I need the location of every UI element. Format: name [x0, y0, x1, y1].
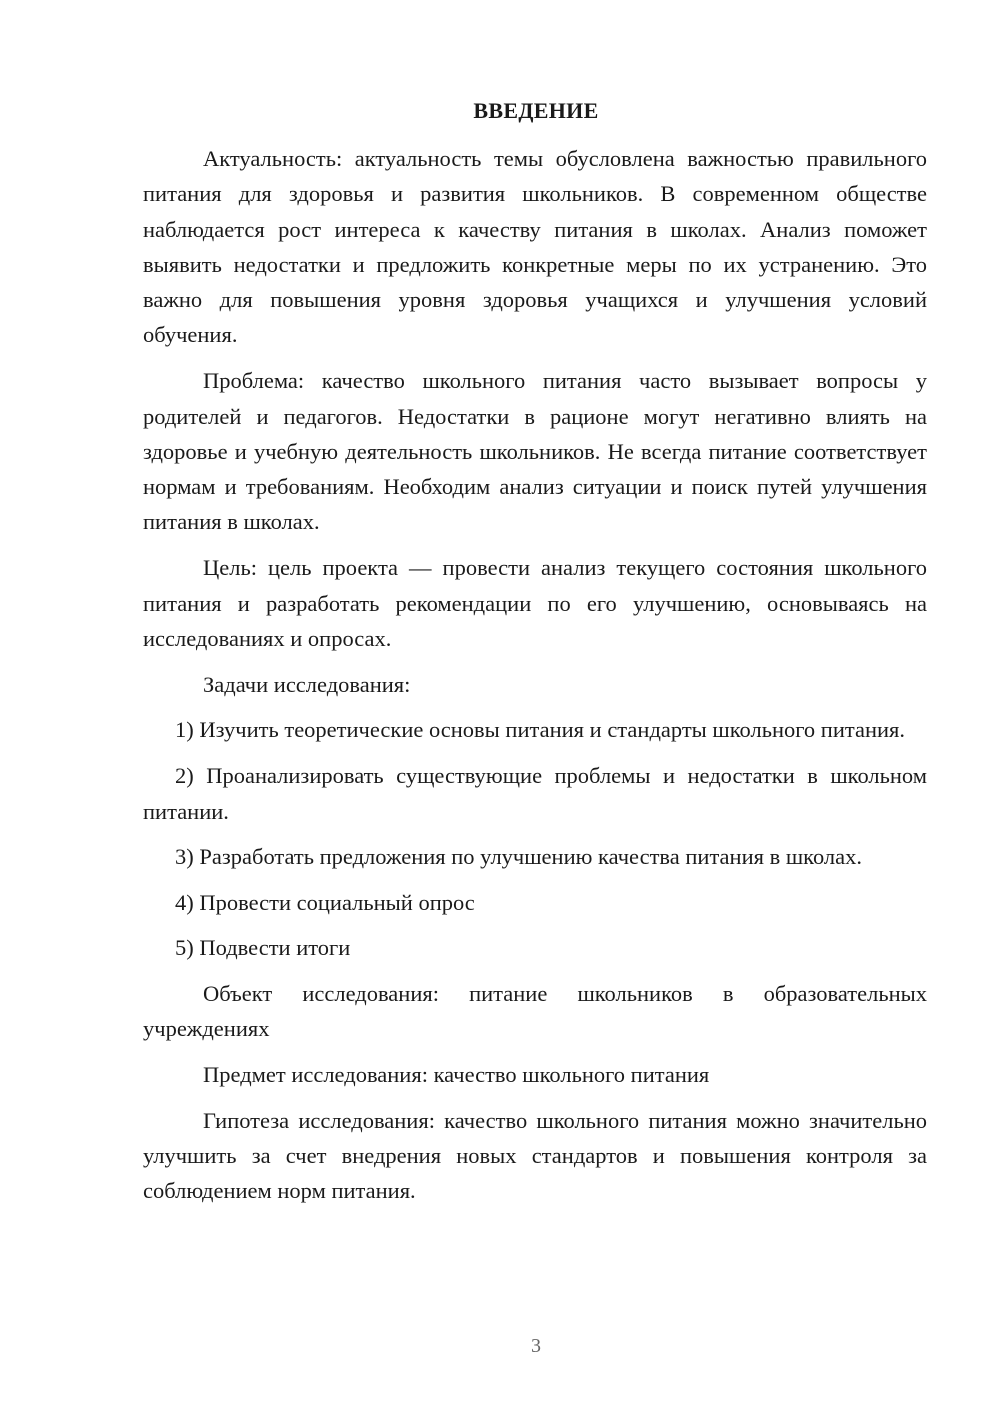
task-item-1: 1) Изучить теоретические основы питания и стандарты школьного питания.	[175, 717, 906, 743]
task-item-2: 2) Проанализировать существующие проблемы и недостатки в школьном питании.	[143, 763, 927, 824]
paragraph-problem: Проблема: качество школьного питания часто вызывает вопросы у родителей и педагогов. Недостатки в рационе могут негативно влиять на здоровье и учебную деятельность школьников. Не всегда питание соответствует нормам и требованиям. Необходим анализ ситуации и поиск путей улучшения питания в школах.	[143, 368, 927, 535]
paragraph-subject: Предмет исследования: качество школьного питания	[203, 1061, 710, 1087]
paragraph-object: Объект исследования: питание школьников в образовательных учреждениях	[143, 980, 927, 1042]
paragraph-tasks-title: Задачи исследования:	[203, 671, 411, 697]
task-item-3: 3) Разработать предложения по улучшению качества питания в школах.	[175, 844, 862, 870]
paragraph-goal: Цель: цель проекта — провести анализ текущего состояния школьного питания и разработать рекомендации по его улучшению, основываясь на исследованиях и опросах.	[143, 555, 927, 651]
paragraph-relevance: Актуальность: актуальность темы обусловлена важностью правильного питания для здоровья и развития школьников. В современном обществе наблюдается рост интереса к качеству питания в школах. Анализ поможет выявить недостатки и предложить конкретные меры по их устранению. Это важно для повышения уровня здоровья учащихся и улучшения условий обучения.	[143, 146, 927, 348]
section-heading: ВВЕДЕНИЕ	[473, 98, 599, 123]
task-item-5: 5) Подвести итоги	[175, 935, 351, 961]
task-item-4: 4) Провести социальный опрос	[175, 890, 475, 916]
paragraph-hypothesis: Гипотеза исследования: качество школьного питания можно значительно улучшить за счет внедрения новых стандартов и повышения контроля за соблюдением норм питания.	[143, 1107, 927, 1204]
document-body	[143, 141, 927, 1219]
page-number: 3	[531, 1335, 541, 1357]
